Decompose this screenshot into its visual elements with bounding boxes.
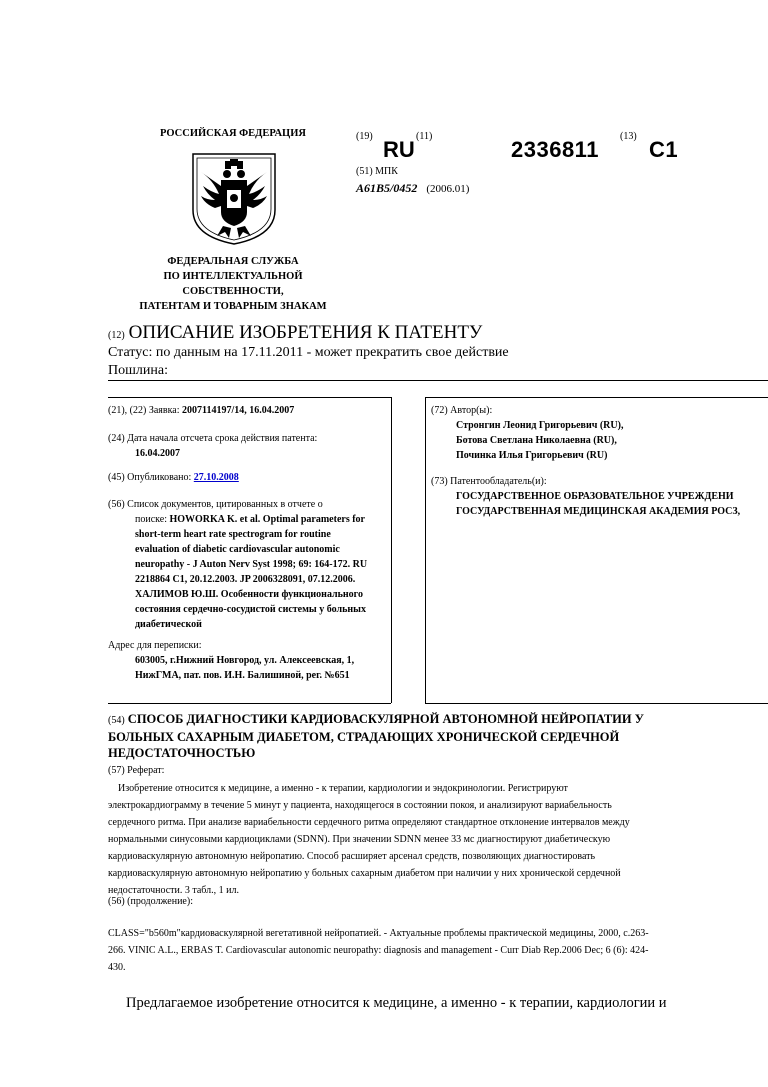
agency-line: ПО ИНТЕЛЛЕКТУАЛЬНОЙ xyxy=(163,271,303,282)
continuation-line: CLASS="b560m"кардиоваскулярной вегетативной нейропатией. - Актуальные проблемы практической медицины, 2000, с.263- xyxy=(108,928,649,939)
authors-label: (72) Автор(ы): xyxy=(431,405,493,416)
agency-line: ПАТЕНТАМ И ТОВАРНЫМ ЗНАКАМ xyxy=(139,301,327,312)
published-link[interactable]: 27.10.2008 xyxy=(193,472,239,483)
code-12: (12) xyxy=(108,330,125,341)
invention-title-first xyxy=(108,711,708,729)
refs-line: диабетической xyxy=(135,619,202,630)
ipc-label: (51) МПК xyxy=(356,166,398,177)
abstract-line: электрокардиограмму в течение 5 минут у пациента, находящегося в состоянии покоя, и анализируют вариабельность xyxy=(108,800,612,811)
agency-line: ФЕДЕРАЛЬНАЯ СЛУЖБА xyxy=(167,256,299,267)
left-box-top xyxy=(108,397,391,398)
doc-title-line xyxy=(108,322,482,344)
application-value: 2007114197/14, 16.04.2007 xyxy=(182,405,295,416)
address-label: Адрес для переписки: xyxy=(108,640,202,651)
refs-line: short-term heart rate spectrogram for routine xyxy=(135,529,331,540)
divider xyxy=(108,380,768,381)
invention-title-line: БОЛЬНЫХ САХАРНЫМ ДИАБЕТОМ, СТРАДАЮЩИХ ХРОНИЧЕСКОЙ СЕРДЕЧНОЙ xyxy=(108,730,620,744)
abstract-label: (57) Реферат: xyxy=(108,765,165,776)
address-line: НижГМА, пат. пов. И.Н. Балишиной, рег. №651 xyxy=(135,670,350,681)
refs-line: ХАЛИМОВ Ю.Ш. Особенности функционального xyxy=(135,589,363,600)
refs-line: 2218864 C1, 20.12.2003. JP 2006328091, 07.12.2006. xyxy=(135,574,356,585)
agency-line: СОБСТВЕННОСТИ, xyxy=(182,286,284,297)
invention-title-line: НЕДОСТАТОЧНОСТЬЮ xyxy=(108,746,256,760)
right-box-bottom xyxy=(425,703,768,704)
author: Стронгин Леонид Григорьевич (RU), xyxy=(456,420,624,431)
refs-line: состояния сердечно-сосудистой системы у больных xyxy=(135,604,366,615)
doc-title: ОПИСАНИЕ ИЗОБРЕТЕНИЯ К ПАТЕНТУ xyxy=(128,322,483,343)
code-19: (19) xyxy=(356,131,373,142)
agency-name xyxy=(118,254,348,314)
refs-line: evaluation of diabetic cardiovascular autonomic xyxy=(135,544,340,555)
published-label: (45) Опубликовано: xyxy=(108,472,192,483)
ipc-version: (2006.01) xyxy=(426,183,470,195)
term-value: 16.04.2007 xyxy=(135,448,180,459)
continuation-label: (56) (продолжение): xyxy=(108,896,193,907)
patent-number: 2336811 xyxy=(511,137,599,162)
country-name: РОССИЙСКАЯ ФЕДЕРАЦИЯ xyxy=(160,128,306,139)
coat-of-arms-icon xyxy=(191,150,277,246)
owner-line: ГОСУДАРСТВЕННОЕ ОБРАЗОВАТЕЛЬНОЕ УЧРЕЖДЕНИ xyxy=(456,491,734,502)
address-line: 603005, г.Нижний Новгород, ул. Алексеевская, 1, xyxy=(135,655,355,666)
country-code: RU xyxy=(383,137,415,162)
published-line xyxy=(108,470,390,485)
author: Ботова Светлана Николаевна (RU), xyxy=(456,435,617,446)
application-label: (21), (22) Заявка: xyxy=(108,405,180,416)
refs-label: (56) Список документов, цитированных в отчете о xyxy=(108,499,323,510)
refs-first-line xyxy=(135,512,395,527)
owner-label: (73) Патентообладатель(и): xyxy=(431,476,547,487)
invention-title xyxy=(108,711,708,761)
continuation-line: 266. VINIC A.L., ERBAS T. Cardiovascular autonomic neuropathy: diagnosis and management - Curr Diab Rep.2006 Dec; 6 (6): 424- xyxy=(108,945,649,956)
abstract-line: кардиоваскулярную автономную нейропатию у больных сахарным диабетом при наличии у них хронической сердечной xyxy=(108,868,621,879)
invention-title-line: СПОСОБ ДИАГНОСТИКИ КАРДИОВАСКУЛЯРНОЙ АВТОНОМНОЙ НЕЙРОПАТИИ У xyxy=(127,712,644,726)
abstract-line: сердечного ритма. При анализе вариабельности сердечного ритма определяют стандартное отклонение интервалов между xyxy=(108,817,630,828)
authors-list xyxy=(456,418,623,463)
kind-code: C1 xyxy=(649,137,679,162)
abstract-line: недостаточности. 3 табл., 1 ил. xyxy=(108,885,239,896)
owner-value xyxy=(456,489,768,519)
owner-line: ГОСУДАРСТВЕННАЯ МЕДИЦИНСКАЯ АКАДЕМИЯ РОСЗ, xyxy=(456,506,741,517)
ipc-code: A61B5/0452 xyxy=(356,181,418,195)
abstract-text xyxy=(108,780,718,899)
fee-text: Пошлина: xyxy=(108,363,168,378)
code-54: (54) xyxy=(108,715,125,726)
code-11: (11) xyxy=(416,131,433,142)
term-label: (24) Дата начала отсчета срока действия патента: xyxy=(108,433,318,444)
continuation-text xyxy=(108,925,728,976)
abstract-line: кардиоваскулярную автономную нейропатию. Способ расширяет арсенал средств, позволяющих диагностировать xyxy=(108,851,596,862)
refs-line: HOWORKA K. et al. Optimal parameters for xyxy=(169,514,365,525)
application-line xyxy=(108,403,390,418)
right-box-left xyxy=(425,397,426,703)
body-text: Предлагаемое изобретение относится к медицине, а именно - к терапии, кардиологии и xyxy=(126,995,667,1011)
continuation-line: 430. xyxy=(108,962,126,973)
abstract-line: нормальными синусовыми кардиоциклами (SDNN). При значении SDNN менее 33 мс диагностируют диабетическую xyxy=(108,834,611,845)
left-box-bottom xyxy=(108,703,391,704)
refs-list xyxy=(108,512,395,632)
status-text: Статус: по данным на 17.11.2011 - может прекратить свое действие xyxy=(108,345,509,360)
address-value xyxy=(108,653,354,683)
abstract-line: Изобретение относится к медицине, а именно - к терапии, кардиологии и эндокринологии. Регистрируют xyxy=(118,783,568,794)
right-box-top xyxy=(425,397,768,398)
refs-line: поиске: xyxy=(135,514,167,525)
author: Починка Илья Григорьевич (RU) xyxy=(456,450,608,461)
ipc-line xyxy=(356,181,469,196)
code-13: (13) xyxy=(620,131,637,142)
refs-line: neuropathy - J Auton Nerv Syst 1998; 69: 164-172. RU xyxy=(135,559,368,570)
